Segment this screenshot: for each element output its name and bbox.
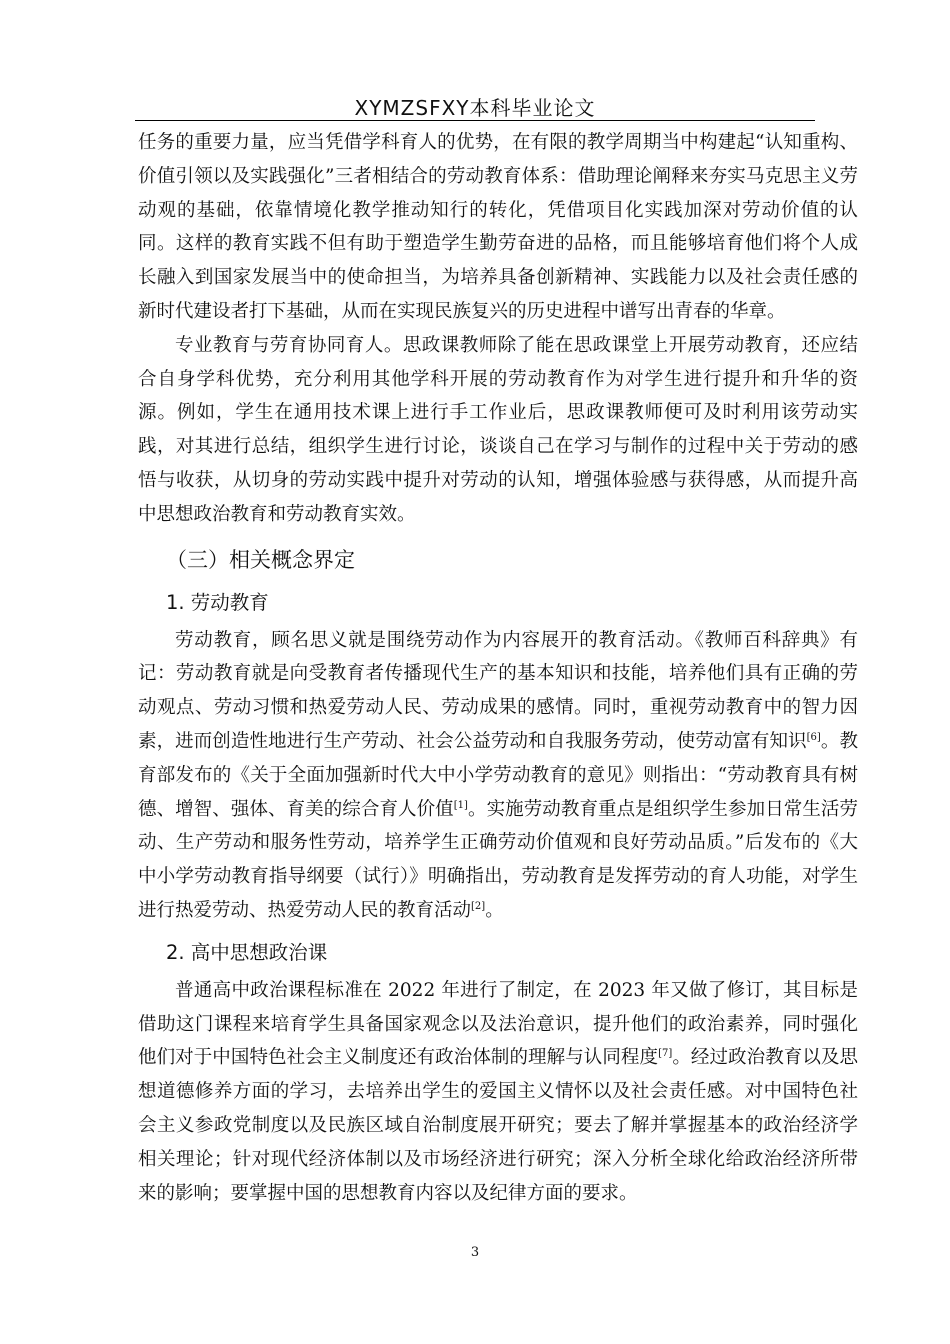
page-header <box>0 92 950 121</box>
subheading-politics-course: 2. 高中思想政治课 <box>166 940 328 964</box>
subheading-labor-education: 1. 劳动教育 <box>166 590 269 614</box>
citation-ref[interactable]: [1] <box>453 799 468 811</box>
paragraph-text: 。 <box>485 899 504 921</box>
header-title: XYMZSFXY本科毕业论文 <box>354 96 596 120</box>
paragraph-professional-education: 专业教育与劳育协同育人。思政课教师除了能在思政课堂上开展劳动教育，还应结合自身学科优势，充分利用其他学科开展的劳动教育作为对学生进行提升和升华的资源。例如，学生在通用技术课上进行手工作业后，思政课教师便可及时利用该劳动实践，对其进行总结，组织学生进行讨论，谈谈自己在学习与制作的过程中关于劳动的感悟与收获，从切身的劳动实践中提升对劳动的认知，增强体验感与获得感，从而提升高中思想政治教育和劳动教育实效。 <box>138 334 858 525</box>
citation-ref[interactable]: [2] <box>471 900 486 912</box>
citation-ref[interactable]: [6] <box>806 731 821 743</box>
paragraph-labor-education-definition <box>138 624 858 928</box>
paragraph-text: 。教育部发布的《关于全面加强新时代大中小学劳动教育的意见》则指出：“劳动教育具有树德、增智、强体、育美的综合育人价值 <box>138 730 858 820</box>
paragraph-text: 。实施劳动教育重点是组织学生参加日常生活劳动、生产劳动和服务性劳动，培养学生正确劳动价值观和良好劳动品质。”后发布的《大中小学劳动教育指导纲要（试行）》明确指出，劳动教育是发挥劳动的育人功能，对学生进行热爱劳动、热爱劳动人民的教育活动 <box>138 798 858 921</box>
paragraph-text: 普通高中政治课程标准在 2022 年进行了制定，在 2023 年又做了修订，其目标是借助这门课程来培育学生具备国家观念以及法治意识，提升他们的政治素养，同时强化他们对于中国特色社会主义制度还有政治体制的理解与认同程度 <box>138 979 858 1069</box>
page-number: 3 <box>470 1245 480 1260</box>
header-rule <box>135 120 815 121</box>
section-heading-concepts: （三）相关概念界定 <box>166 547 355 572</box>
paragraph-continued: 任务的重要力量，应当凭借学科育人的优势，在有限的教学周期当中构建起“认知重构、价值引领以及实践强化”三者相结合的劳动教育体系：借助理论阐释来夯实马克思主义劳动观的基础，依靠情境化教学推动知行的转化，凭借项目化实践加深对劳动价值的认同。这样的教育实践不但有助于塑造学生勤劳奋进的品格，而且能够培育他们将个人成长融入到国家发展当中的使命担当，为培养具备创新精神、实践能力以及社会责任感的新时代建设者打下基础，从而在实现民族复兴的历史进程中谱写出青春的华章。 <box>138 132 858 322</box>
citation-ref[interactable]: [7] <box>658 1048 673 1060</box>
paragraph-politics-course <box>138 974 858 1211</box>
page-content <box>138 126 858 1210</box>
paragraph-text: 。经过政治教育以及思想道德修养方面的学习，去培养出学生的爱国主义情怀以及社会责任感。对中国特色社会主义参政党制度以及民族区域自治制度展开研究；要去了解并掌握基本的政治经济学相关理论；针对现代经济体制以及市场经济进行研究；深入分析全球化给政治经济所带来的影响；要掌握中国的思想教育内容以及纪律方面的要求。 <box>138 1047 858 1204</box>
paragraph-text: 劳动教育，顾名思义就是围绕劳动作为内容展开的教育活动。《教师百科辞典》有记：劳动教育就是向受教育者传播现代生产的基本知识和技能，培养他们具有正确的劳动观点、劳动习惯和热爱劳动人民、劳动成果的感情。同时，重视劳动教育中的智力因素，进而创造性地进行生产劳动、社会公益劳动和自我服务劳动，使劳动富有知识 <box>138 629 858 752</box>
